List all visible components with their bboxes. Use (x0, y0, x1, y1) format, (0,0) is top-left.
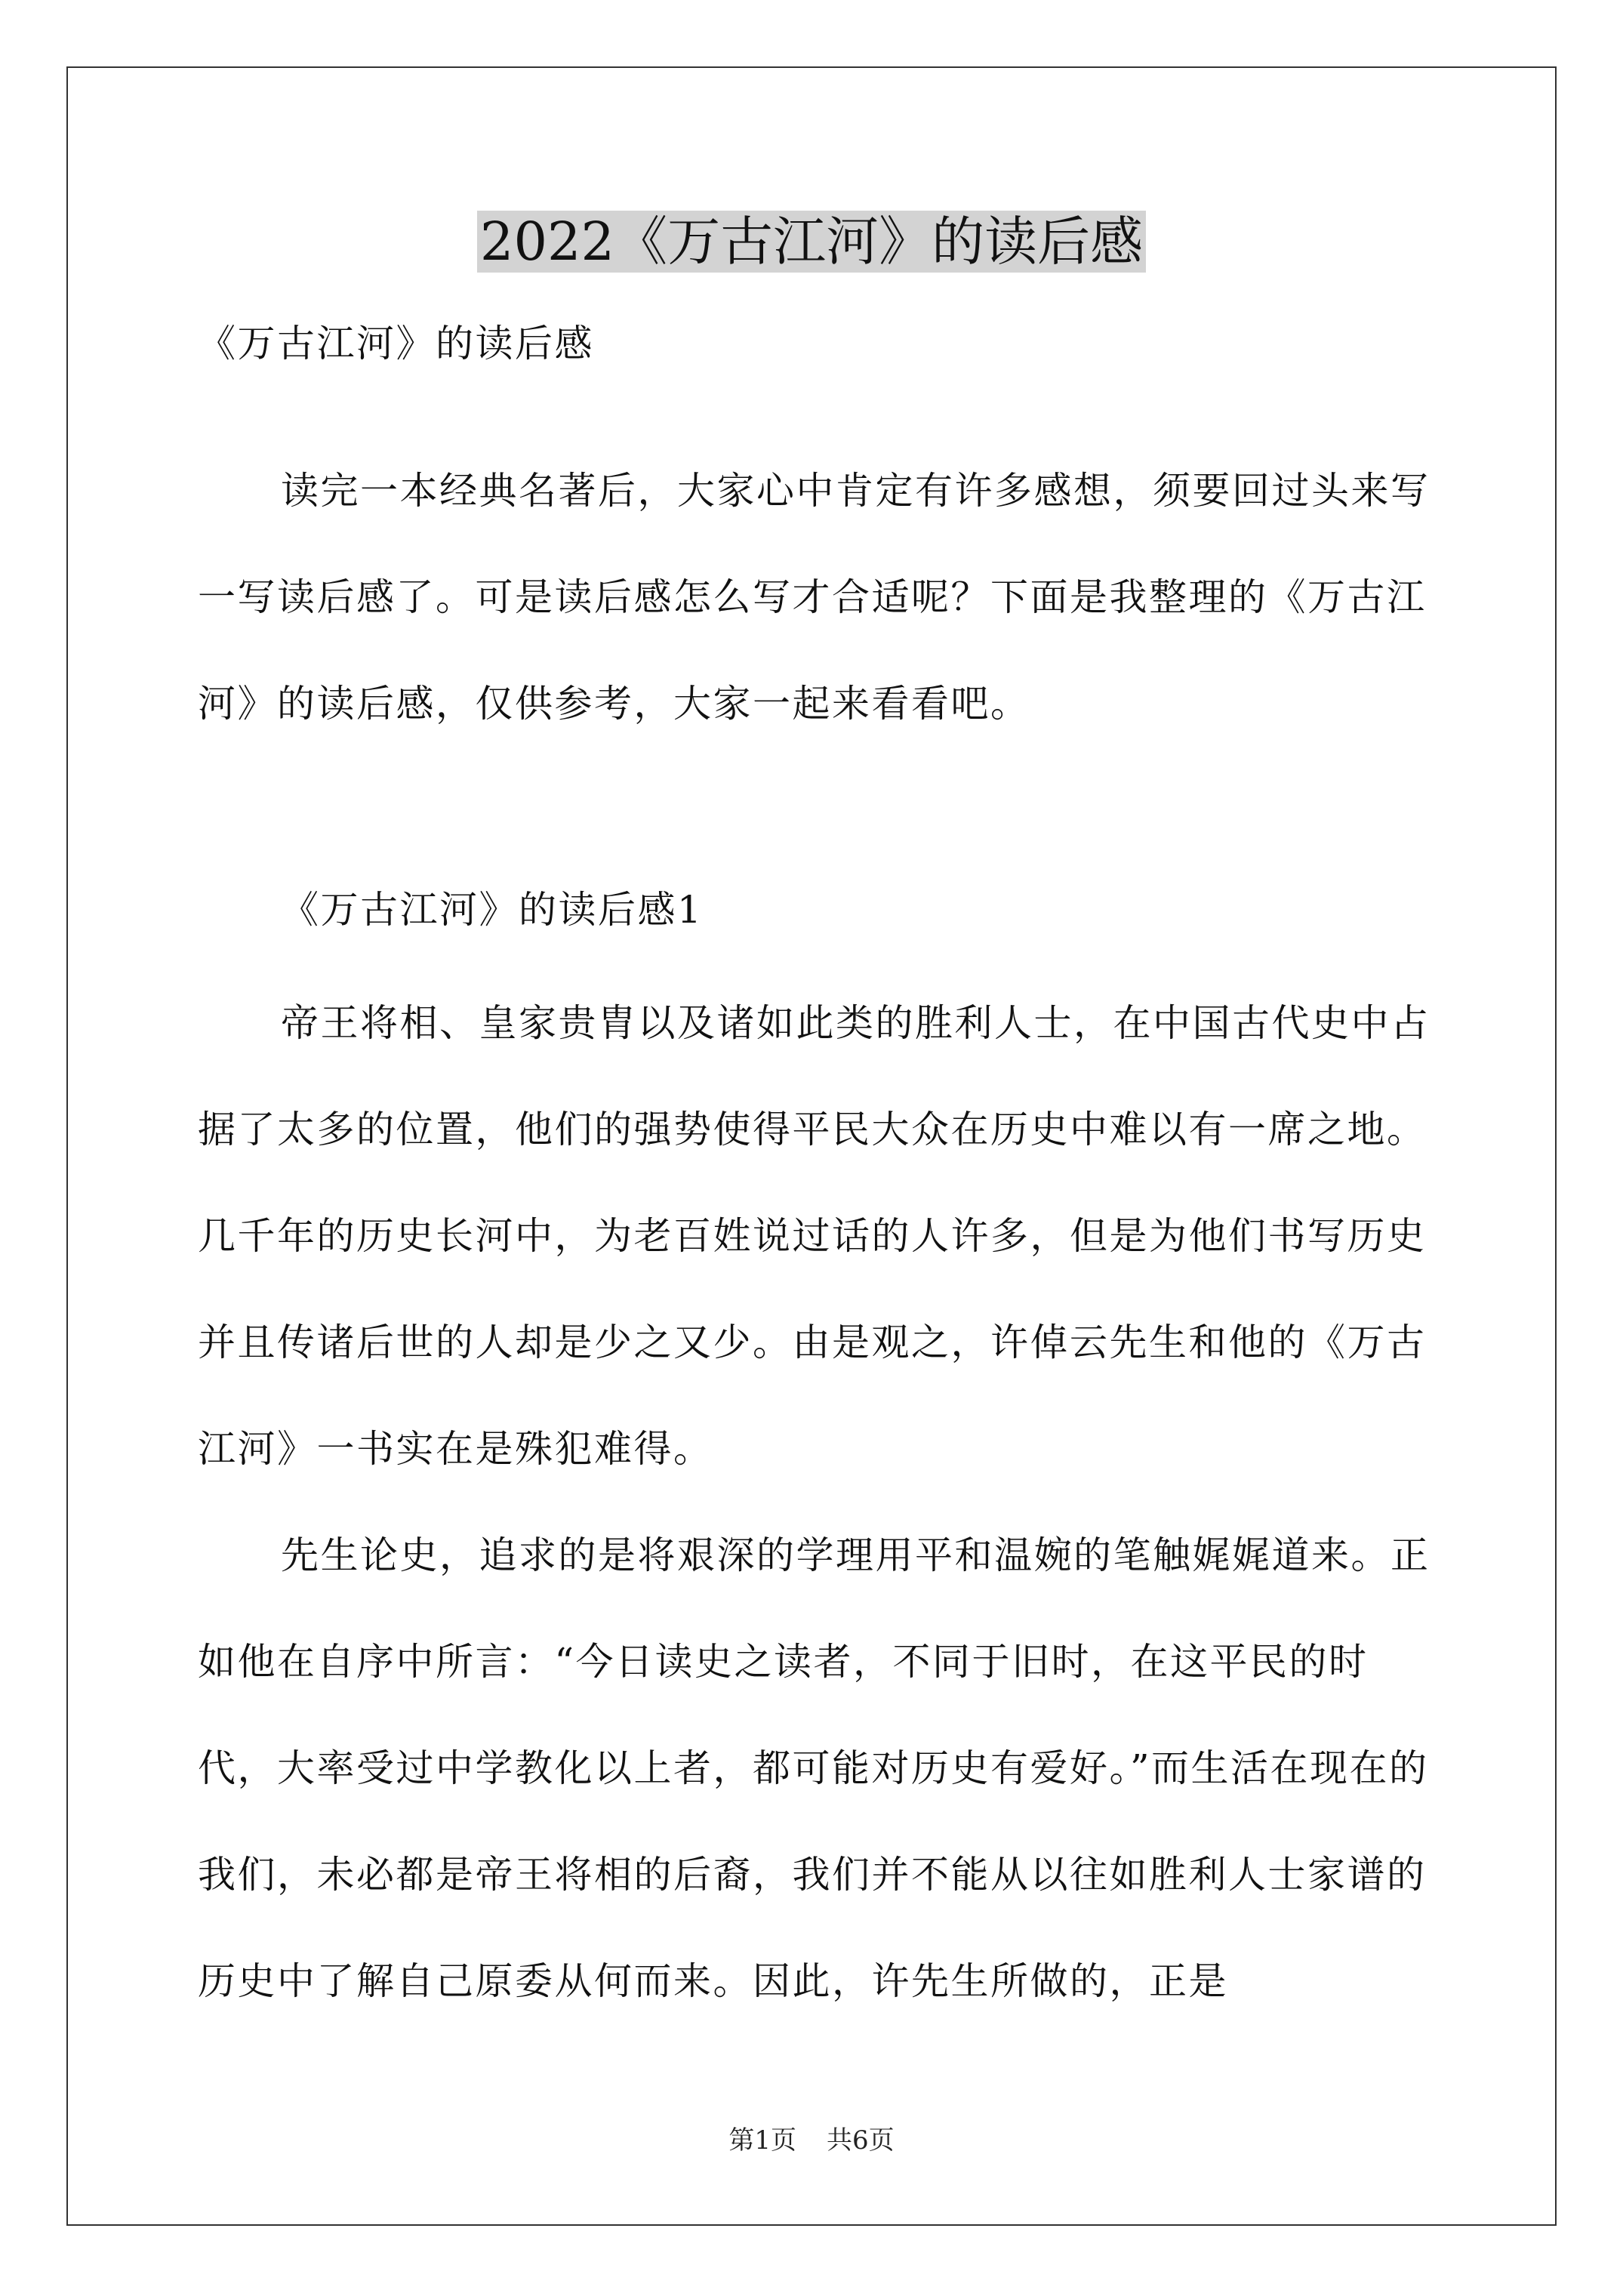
section-heading: 《万古江河》的读后感1 (281, 888, 704, 932)
page-footer (0, 2125, 1623, 2156)
body-paragraph: 先生论史，追求的是将艰深的学理用平和温婉的笔触娓娓道来。正如他在自序中所言：“今日读史之读者，不同于旧时，在这平民的时代，大率受过中学教化以上者，都可能对历史有爱好。”而生活在现在的我们，未必都是帝王将相的后裔，我们并不能从以往如胜利人士家谱的历史中了解自己原委从何而来。因此，许先生所做的，正是 (198, 1533, 1431, 2003)
title-highlight: 2022《万古江河》的读后感 (477, 211, 1146, 273)
page-number: 第1页 (728, 2125, 796, 2156)
document-subtitle: 《万古江河》的读后感 (198, 322, 594, 365)
intro-paragraph: 读完一本经典名著后，大家心中肯定有许多感想，须要回过头来写一写读后感了。可是读后感怎么写才合适呢？下面是我整理的《万古江河》的读后感，仅供参考，大家一起来看看吧。 (198, 469, 1431, 726)
page-total: 共6页 (827, 2125, 895, 2156)
body-paragraph: 帝王将相、皇家贵胄以及诸如此类的胜利人士，在中国古代史中占据了太多的位置，他们的强势使得平民大众在历史中难以有一席之地。几千年的历史长河中，为老百姓说过话的人许多，但是为他们书写历史并且传诸后世的人却是少之又少。由是观之，许倬云先生和他的《万古江河》一书实在是殊犯难得。 (198, 1001, 1431, 1471)
document-title (0, 204, 1623, 279)
